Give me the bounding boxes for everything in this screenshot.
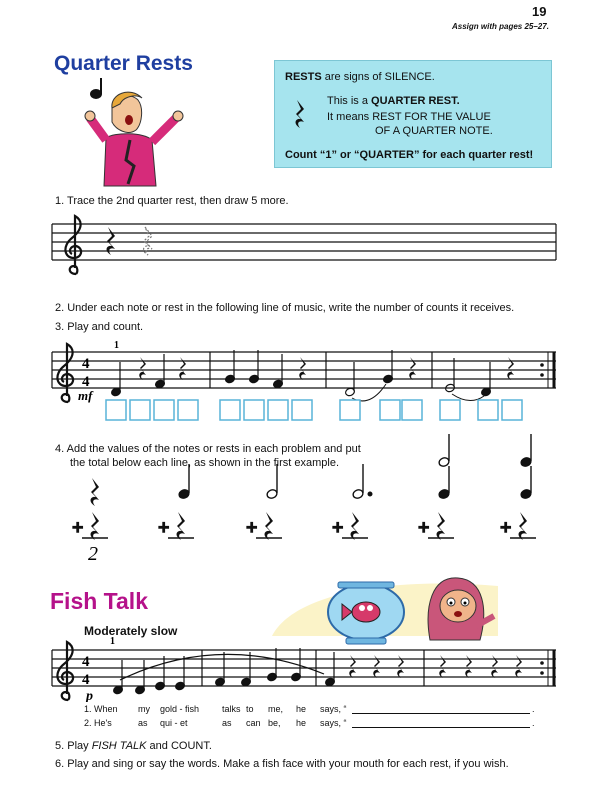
lyric-verse-1-word: to [246, 704, 254, 714]
lyric-verse-2-word: as [138, 718, 148, 728]
time-signature-bottom: 4 [82, 672, 90, 688]
count-instruction: Count “1” or “QUARTER” for each quarter rest! [285, 149, 534, 161]
step-5-post: and COUNT. [146, 740, 212, 752]
staff-trace-rests [50, 214, 558, 286]
svg-text:+: + [246, 517, 258, 539]
svg-text:+: + [418, 517, 430, 539]
step-5-title: FISH TALK [91, 740, 147, 752]
section-title-quarter-rests: Quarter Rests [54, 52, 193, 75]
quarter-rest-name: QUARTER REST. [371, 95, 460, 107]
lyric-verse-2-word: be, [268, 718, 281, 728]
lyric-verse-1-word: my [138, 704, 150, 714]
quarter-rest-info-box [274, 60, 552, 168]
lyric-verse-1-end: . [532, 704, 535, 714]
step-5-instruction [55, 740, 212, 752]
tempo-marking: Moderately slow [84, 624, 178, 638]
time-signature-bottom: 4 [82, 374, 90, 390]
lyric-verse-1-word: he [296, 704, 307, 714]
lyric-verse-1-word: gold - fish [160, 704, 200, 714]
quarter-rest-intro: This is a [327, 95, 372, 107]
lyric-verse-2-word: can [246, 718, 261, 728]
dynamic-marking: p [86, 689, 93, 702]
lyric-verse-2-word: he [296, 718, 307, 728]
svg-text:+: + [158, 517, 170, 539]
staff-fish-talk [50, 636, 558, 702]
rest-value-line-2: OF A QUARTER NOTE. [375, 125, 493, 137]
lyric-verse-2-end: . [532, 718, 535, 728]
rest-value-line: It means REST FOR THE VALUE [327, 111, 491, 123]
rests-bold-text: RESTS [285, 71, 322, 83]
svg-text:+: + [500, 517, 512, 539]
lyric-verse-2-word: says, “ [320, 718, 347, 728]
count-boxes [106, 400, 522, 420]
assign-note: Assign with pages 25–27. [452, 22, 549, 31]
step-2-instruction: 2. Under each note or rest in the following line of music, write the number of counts it receives. [55, 302, 515, 314]
answer-blank-verse-2[interactable] [352, 727, 530, 728]
singer-illustration [84, 78, 194, 190]
treble-clef-icon [57, 642, 73, 700]
measure-number: 1 [114, 340, 119, 351]
time-signature-top: 4 [82, 356, 90, 372]
lyric-verse-2-word: qui - et [160, 718, 188, 728]
lyric-verse-2-word: 2. He's [84, 718, 112, 728]
step-4-instruction-cont: the total below each line, as shown in the first example. [70, 457, 340, 469]
step-4-instruction: 4. Add the values of the notes or rests in each problem and put [55, 443, 361, 455]
page-number: 19 [532, 4, 547, 19]
lyric-verse-1-word: me, [268, 704, 284, 714]
time-signature-top: 4 [82, 654, 90, 670]
step-6-instruction: 6. Play and sing or say the words. Make a fish face with your mouth for each rest, if you wish. [55, 758, 509, 770]
rests-definition: are signs of SILENCE. [321, 71, 435, 83]
svg-text:+: + [332, 517, 344, 539]
section-title-fish-talk: Fish Talk [50, 588, 148, 614]
step-3-instruction: 3. Play and count. [55, 321, 144, 333]
svg-text:+: + [72, 517, 84, 539]
lyric-verse-1-word: 1. When [84, 704, 118, 714]
dynamic-marking: mf [78, 388, 93, 403]
lyric-verse-1-word: talks [222, 704, 241, 714]
lyric-verse-2-word: as [222, 718, 232, 728]
lyric-verse-1-word: says, “ [320, 704, 347, 714]
note-addition-problems [60, 434, 550, 564]
measure-number: 1 [110, 636, 115, 647]
answer-blank-verse-1[interactable] [352, 713, 530, 714]
quarter-rest-icon [293, 99, 307, 129]
staff-counting-exercise [50, 338, 558, 424]
measure-notes [111, 350, 514, 397]
example-answer: 2 [88, 543, 98, 564]
treble-clef-icon [57, 344, 73, 402]
treble-clef-icon [65, 216, 81, 274]
step-5-pre: 5. Play [55, 740, 92, 752]
step-1-instruction: 1. Trace the 2nd quarter rest, then draw 5 more. [55, 195, 289, 207]
